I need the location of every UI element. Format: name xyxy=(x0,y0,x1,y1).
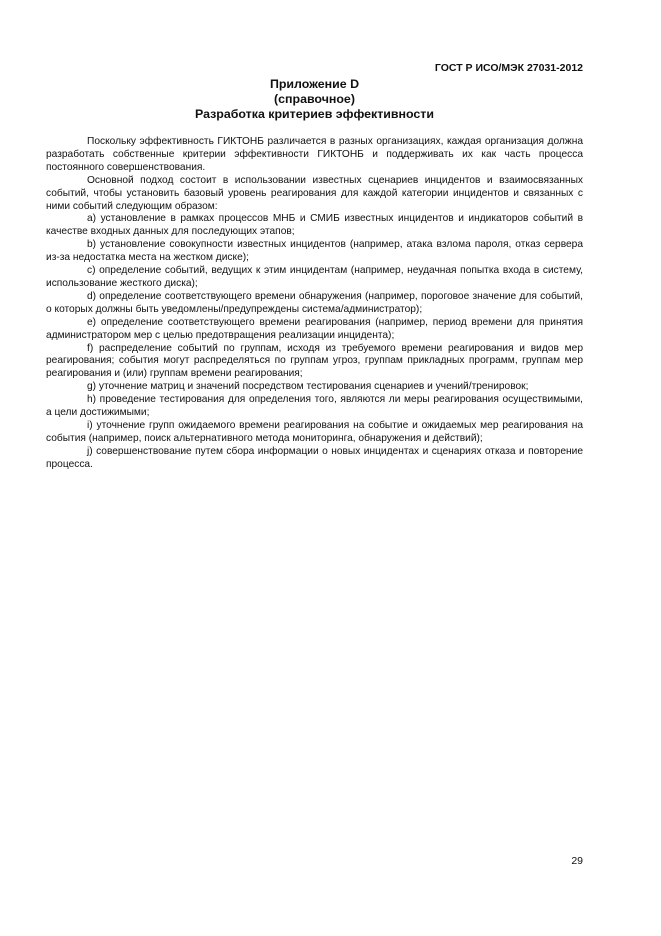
annex-title: Приложение D xyxy=(269,77,360,91)
list-item-a: a) установление в рамках процессов МНБ и СМИБ известных инцидентов и индикаторов событий в качестве входных данных для последующих этапов; xyxy=(46,213,583,238)
page-number: 29 xyxy=(571,855,583,867)
standard-code: ГОСТ Р ИСО/МЭК 27031-2012 xyxy=(434,62,583,74)
list-item-j: j) совершенствование путем сбора информации о новых инцидентах и сценариях отказа и повторение процесса. xyxy=(46,445,583,470)
annex-title-block xyxy=(46,77,583,122)
list-item-e: e) определение соответствующего времени реагирования (например, период времени для принятия администратором мер с целью предотвращения реализации инцидента); xyxy=(46,316,583,341)
annex-body xyxy=(46,136,583,472)
list-item-b: b) установление совокупности известных инцидентов (например, атака взлома пароля, отказ сервера из-за недостатка места на жестком диске); xyxy=(46,239,583,264)
list-item-d: d) определение соответствующего времени обнаружения (например, пороговое значение для событий, о которых должны быть уведомлены/предупреждены система/администратор); xyxy=(46,290,583,315)
list-item-c: c) определение событий, ведущих к этим инцидентам (например, неудачная попытка входа в систему, использование жесткого диска); xyxy=(46,265,583,289)
list-item-g: g) уточнение матриц и значений посредством тестирования сценариев и учений/тренировок; xyxy=(87,381,529,393)
list-item-i: i) уточнение групп ожидаемого времени реагирования на событие и ожидаемых мер реагирования на события (например, поиск альтернативного метода мониторинга, обнаружения и действий); xyxy=(46,419,583,444)
annex-heading: Разработка критериев эффективности xyxy=(195,107,434,121)
list-item-h: h) проведение тестирования для определения того, являются ли меры реагирования осуществимыми, а цели достижимыми; xyxy=(46,394,583,419)
paragraph-approach: Основной подход состоит в использовании известных сценариев инцидентов и взаимосвязанных событий, чтобы установить базовый уровень реагирования для каждой категории инцидентов и связанных с ними событий следующим образом: xyxy=(46,174,583,212)
paragraph-intro: Поскольку эффективность ГИКТОНБ различается в разных организациях, каждая организация должна разработать собственные критерии эффективности ГИКТОНБ и поддерживать их как часть процесса постоянного совершенствования. xyxy=(46,136,583,173)
list-item-f: f) распределение событий по группам, исходя из требуемого времени реагирования и видов мер реагирования; события могут распределяться по группам угроз, группам прикладных программ, группам мер реагирования и (или) группам времени реагирования; xyxy=(46,342,583,380)
annex-status: (справочное) xyxy=(274,92,355,106)
